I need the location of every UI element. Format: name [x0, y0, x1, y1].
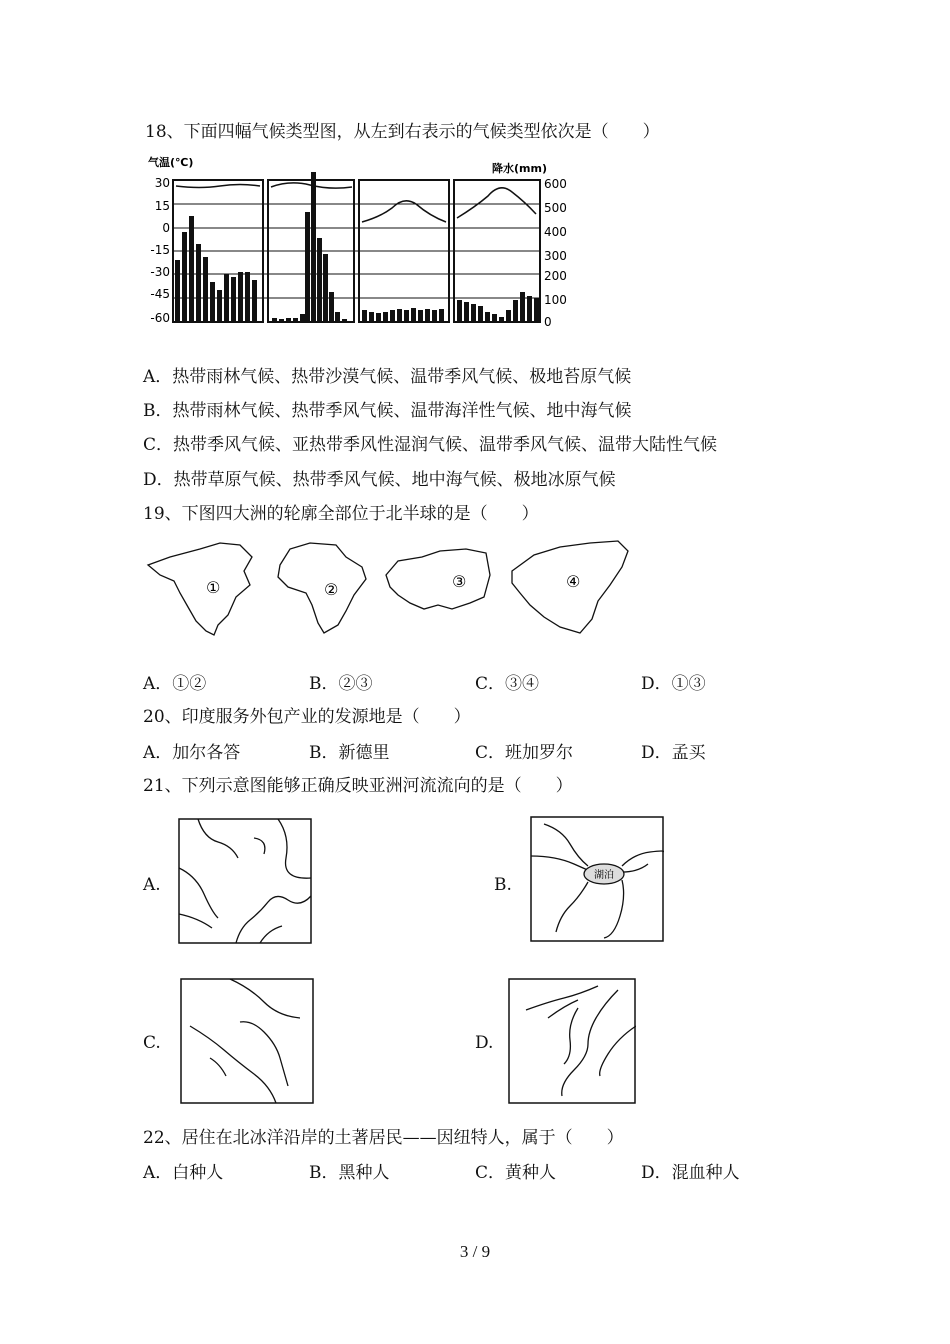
map-label-3: ③	[452, 572, 467, 591]
q20-option-d[interactable]: D．孟买	[641, 743, 706, 763]
q22-option-d[interactable]: D．混血种人	[641, 1163, 740, 1183]
q20-option-b[interactable]: B．新德里	[309, 743, 390, 763]
precip-tick: 500	[544, 201, 567, 215]
europe-outline	[386, 549, 490, 609]
q18-option-a[interactable]: A．热带雨林气候、热带沙漠气候、温带季风气候、极地苔原气候	[143, 367, 632, 387]
precip-tick: 200	[544, 269, 567, 283]
q21-river-map-c[interactable]	[180, 978, 314, 1104]
q21-river-map-d[interactable]	[508, 978, 636, 1104]
map-label-4: ④	[566, 572, 581, 591]
precip-tick: 300	[544, 249, 567, 263]
q21-label-d[interactable]: D.	[475, 1033, 494, 1053]
page-number: 3 / 9	[459, 1242, 491, 1261]
precip-tick: 100	[544, 293, 567, 307]
temp-tick: 30	[154, 176, 170, 190]
temp-tick: -15	[150, 243, 170, 257]
precip-tick: 600	[544, 177, 567, 191]
q18-climate-charts	[140, 152, 580, 332]
q19-option-b[interactable]: B．②③	[309, 674, 373, 694]
q19-option-a[interactable]: A．①②	[143, 674, 207, 694]
q19-stem: 19、下图四大洲的轮廓全部位于北半球的是（ ）	[143, 504, 539, 524]
lake-label: 湖泊	[594, 870, 614, 881]
q19-continent-maps	[140, 535, 640, 655]
map-label-2: ②	[324, 580, 339, 599]
q18-option-d[interactable]: D．热带草原气候、热带季风气候、地中海气候、极地冰原气候	[143, 470, 616, 490]
precip-axis-label: 降水(mm)	[492, 162, 547, 175]
q21-stem: 21、下列示意图能够正确反映亚洲河流流向的是（ ）	[143, 776, 573, 796]
map-label-1: ①	[206, 578, 221, 597]
q21-river-map-b[interactable]	[530, 816, 664, 942]
q22-option-b[interactable]: B．黑种人	[309, 1163, 390, 1183]
temp-tick: 15	[154, 199, 170, 213]
temp-tick: -30	[150, 265, 170, 279]
q19-option-c[interactable]: C．③④	[475, 674, 540, 694]
q18-option-c[interactable]: C．热带季风气候、亚热带季风性湿润气候、温带季风气候、温带大陆性气候	[143, 435, 718, 455]
north-america-outline	[148, 543, 252, 635]
q20-option-a[interactable]: A．加尔各答	[143, 743, 241, 763]
q21-label-b[interactable]: B.	[494, 875, 512, 895]
precip-tick: 400	[544, 225, 567, 239]
temp-axis-label: 气温(℃)	[148, 156, 194, 169]
q18-option-b[interactable]: B．热带雨林气候、热带季风气候、温带海洋性气候、地中海气候	[143, 401, 632, 421]
q20-stem: 20、印度服务外包产业的发源地是（ ）	[143, 707, 471, 727]
precip-tick: 0	[544, 315, 552, 329]
q21-river-map-a[interactable]	[178, 818, 312, 944]
q21-label-a[interactable]: A.	[143, 875, 161, 895]
africa-outline	[278, 543, 366, 633]
q22-option-c[interactable]: C．黄种人	[475, 1163, 557, 1183]
temp-tick: -60	[150, 311, 170, 325]
q22-stem: 22、居住在北冰洋沿岸的土著居民——因纽特人，属于（ ）	[143, 1128, 624, 1148]
q18-stem: 18、下面四幅气候类型图，从左到右表示的气候类型依次是（ ）	[145, 122, 660, 142]
temp-tick: 0	[162, 221, 170, 235]
q19-option-d[interactable]: D．①③	[641, 674, 706, 694]
q20-option-c[interactable]: C．班加罗尔	[475, 743, 574, 763]
q22-option-a[interactable]: A．白种人	[143, 1163, 224, 1183]
q21-label-c[interactable]: C.	[143, 1033, 161, 1053]
temp-tick: -45	[150, 287, 170, 301]
